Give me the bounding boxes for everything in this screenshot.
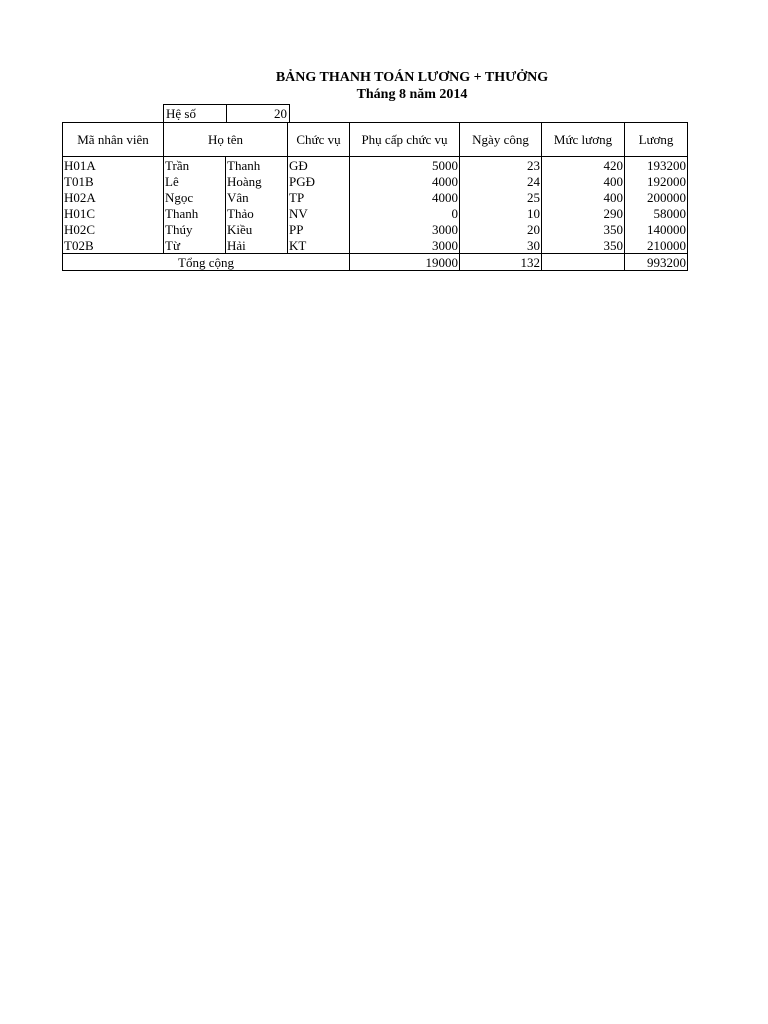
salary-cell: 210000	[625, 237, 688, 254]
employee-id-cell: T01B	[63, 173, 164, 189]
report-title: BẢNG THANH TOÁN LƯƠNG + THƯỞNG	[275, 70, 549, 85]
first-name-cell: Vân	[226, 189, 288, 205]
workdays-cell: 20	[460, 221, 542, 237]
payroll-table	[62, 122, 688, 271]
salary-rate-cell: 350	[542, 221, 625, 237]
table-row	[63, 173, 688, 189]
table-row	[63, 221, 688, 237]
salary-cell: 193200	[625, 157, 688, 174]
header-workdays: Ngày công	[460, 123, 542, 157]
factor-row	[164, 105, 290, 123]
salary-rate-cell: 400	[542, 173, 625, 189]
position-cell: PGĐ	[288, 173, 350, 189]
allowance-cell: 3000	[350, 237, 460, 254]
salary-rate-cell: 420	[542, 157, 625, 174]
first-name-cell: Thảo	[226, 205, 288, 221]
allowance-cell: 4000	[350, 173, 460, 189]
employee-id-cell: H01C	[63, 205, 164, 221]
total-salary: 993200	[625, 254, 688, 271]
report-subtitle: Tháng 8 năm 2014	[356, 87, 468, 102]
last-name-cell: Ngọc	[164, 189, 226, 205]
workdays-cell: 25	[460, 189, 542, 205]
header-salary: Lương	[625, 123, 688, 157]
workdays-cell: 30	[460, 237, 542, 254]
total-row	[63, 254, 688, 271]
total-label: Tổng cộng	[63, 254, 350, 271]
salary-cell: 192000	[625, 173, 688, 189]
workdays-cell: 10	[460, 205, 542, 221]
position-cell: PP	[288, 221, 350, 237]
table-row	[63, 189, 688, 205]
last-name-cell: Thúy	[164, 221, 226, 237]
workdays-cell: 23	[460, 157, 542, 174]
allowance-cell: 5000	[350, 157, 460, 174]
table-row	[63, 205, 688, 221]
factor-value: 20	[227, 105, 290, 123]
position-cell: NV	[288, 205, 350, 221]
salary-cell: 58000	[625, 205, 688, 221]
header-allowance: Phụ cấp chức vụ	[350, 123, 460, 157]
salary-cell: 140000	[625, 221, 688, 237]
total-allowance: 19000	[350, 254, 460, 271]
last-name-cell: Lê	[164, 173, 226, 189]
employee-id-cell: T02B	[63, 237, 164, 254]
workdays-cell: 24	[460, 173, 542, 189]
employee-id-cell: H02C	[63, 221, 164, 237]
last-name-cell: Từ	[164, 237, 226, 254]
total-workdays: 132	[460, 254, 542, 271]
total-salary-rate	[542, 254, 625, 271]
position-cell: KT	[288, 237, 350, 254]
position-cell: TP	[288, 189, 350, 205]
allowance-cell: 3000	[350, 221, 460, 237]
table-row	[63, 157, 688, 174]
table-row	[63, 237, 688, 254]
employee-id-cell: H02A	[63, 189, 164, 205]
first-name-cell: Kiều	[226, 221, 288, 237]
salary-rate-cell: 400	[542, 189, 625, 205]
first-name-cell: Hoàng	[226, 173, 288, 189]
first-name-cell: Thanh	[226, 157, 288, 174]
allowance-cell: 0	[350, 205, 460, 221]
header-salary-rate: Mức lương	[542, 123, 625, 157]
factor-label: Hệ số	[164, 105, 227, 123]
factor-table	[163, 104, 290, 123]
last-name-cell: Thanh	[164, 205, 226, 221]
last-name-cell: Trần	[164, 157, 226, 174]
header-row	[63, 123, 688, 157]
header-full-name: Họ tên	[164, 123, 288, 157]
header-position: Chức vụ	[288, 123, 350, 157]
position-cell: GĐ	[288, 157, 350, 174]
first-name-cell: Hải	[226, 237, 288, 254]
header-employee-id: Mã nhân viên	[63, 123, 164, 157]
allowance-cell: 4000	[350, 189, 460, 205]
employee-id-cell: H01A	[63, 157, 164, 174]
salary-rate-cell: 290	[542, 205, 625, 221]
salary-rate-cell: 350	[542, 237, 625, 254]
salary-cell: 200000	[625, 189, 688, 205]
